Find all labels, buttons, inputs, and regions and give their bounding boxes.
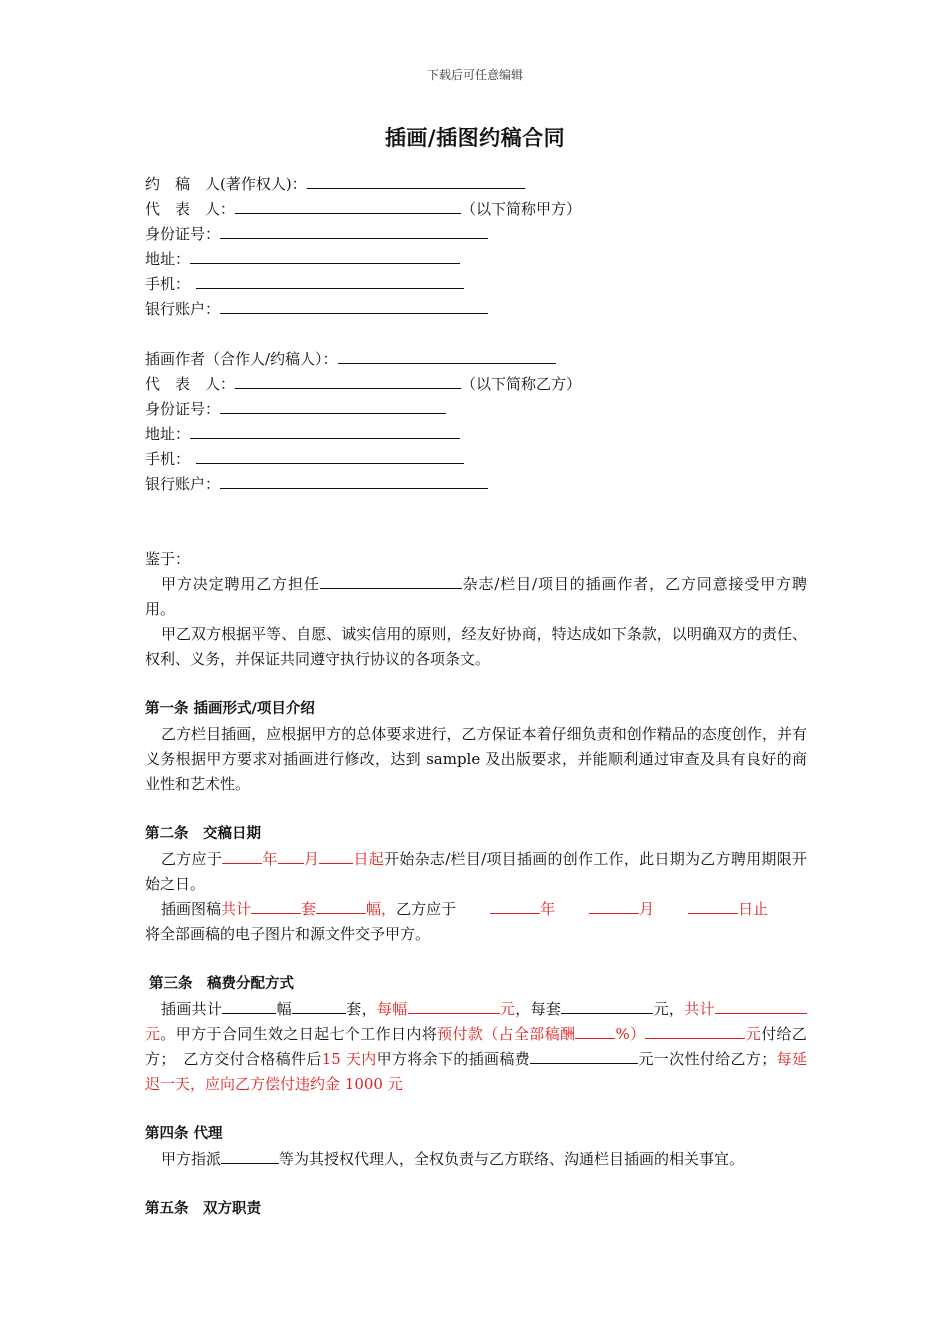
- article-2-paragraph-1: 乙方应于 年 月 日起开始杂志/栏目/项目插画的创作工作，此日期为乙方聘用期限开始之日。: [145, 847, 807, 897]
- party-a-rep-line: 代 表 人： （以下简称甲方）: [145, 197, 807, 222]
- party-b-id-line: 身份证号：: [145, 397, 807, 422]
- article-3-heading: 第三条 稿费分配方式: [149, 976, 294, 992]
- party-a-bank-line: 银行账户：: [145, 297, 807, 322]
- blank: [235, 197, 461, 214]
- blank: [575, 1022, 615, 1039]
- blank: [589, 897, 639, 914]
- blank: [715, 997, 807, 1014]
- article-3-text: 插画共计 幅 套，每幅 元，每套 元，共计元。甲方于合同生效之日起七个工作日内将预付款（占全部稿酬 %） 元付给乙方； 乙方交付合格稿件后15 天内甲方将余下的插画稿费 元一次性付给乙方；每延迟一天，应向乙方偿付违约金 1000 元: [145, 997, 807, 1097]
- blank: [220, 297, 488, 314]
- header-note: 下载后可任意编辑: [426, 68, 523, 82]
- party-b-phone-line: 手机：: [145, 447, 807, 472]
- article-2-paragraph-2: 插画图稿共计 套 幅，乙方应于 年 月 日止: [145, 897, 807, 922]
- blank: [235, 372, 461, 389]
- blank: [530, 1047, 638, 1064]
- article-2-paragraph-2-cont: 将全部画稿的电子图片和源文件交予甲方。: [145, 925, 431, 943]
- preamble-label: 鉴于：: [145, 550, 191, 568]
- blank: [251, 897, 301, 914]
- party-b-addr-line: 地址：: [145, 422, 807, 447]
- article-1-text: 乙方栏目插画，应根据甲方的总体要求进行，乙方保证本着仔细负责和创作精品的态度创作，并有义务根据甲方要求对插画进行修改，达到 sample 及出版要求，并能顺利通过审查及具有良好的商业性和艺术性。: [145, 725, 807, 793]
- article-4-heading: 第四条 代理: [145, 1126, 223, 1142]
- party-b-rep-line: 代 表 人： （以下简称乙方）: [145, 372, 807, 397]
- blank: [220, 397, 446, 414]
- contract-body: [145, 172, 807, 1222]
- blank: [292, 997, 346, 1014]
- preamble-paragraph-1: 甲方决定聘用乙方担任 杂志/栏目/项目的插画作者，乙方同意接受甲方聘用。: [145, 572, 807, 622]
- blank: [222, 997, 276, 1014]
- blank: [408, 997, 500, 1014]
- blank: [319, 847, 353, 864]
- blank: [490, 897, 540, 914]
- party-a-phone-line: 手机：: [145, 272, 807, 297]
- article-2-heading: 第二条 交稿日期: [145, 826, 261, 842]
- blank: [645, 1022, 745, 1039]
- party-a-client-line: 约 稿 人(著作权人)：: [145, 172, 807, 197]
- document-title: 插画/插图约稿合同: [384, 125, 566, 150]
- preamble-paragraph-2: 甲乙双方根据平等、自愿、诚实信用的原则，经友好协商，特达成如下条款，以明确双方的责任、权利、义务，并保证共同遵守执行协议的各项条文。: [145, 625, 807, 668]
- party-a-id-line: 身份证号：: [145, 222, 807, 247]
- party-b-bank-line: 银行账户：: [145, 472, 807, 497]
- blank: [220, 222, 488, 239]
- article-5-heading: 第五条 双方职责: [145, 1201, 261, 1217]
- blank: [190, 247, 460, 264]
- blank: [307, 172, 525, 189]
- blank: [220, 472, 488, 489]
- blank: [196, 272, 464, 289]
- blank: [196, 447, 464, 464]
- blank: [278, 847, 304, 864]
- article-4-text: 甲方指派 等为其授权代理人，全权负责与乙方联络、沟通栏目插画的相关事宜。: [145, 1147, 807, 1172]
- blank: [688, 897, 738, 914]
- article-1-heading: 第一条 插画形式/项目介绍: [145, 701, 315, 717]
- blank: [222, 847, 262, 864]
- blank: [221, 1147, 279, 1164]
- blank: [190, 422, 460, 439]
- party-a-addr-line: 地址：: [145, 247, 807, 272]
- blank: [561, 997, 653, 1014]
- blank: [320, 572, 462, 589]
- party-b-author-line: 插画作者（合作人/约稿人）：: [145, 347, 807, 372]
- blank: [338, 347, 556, 364]
- blank: [316, 897, 366, 914]
